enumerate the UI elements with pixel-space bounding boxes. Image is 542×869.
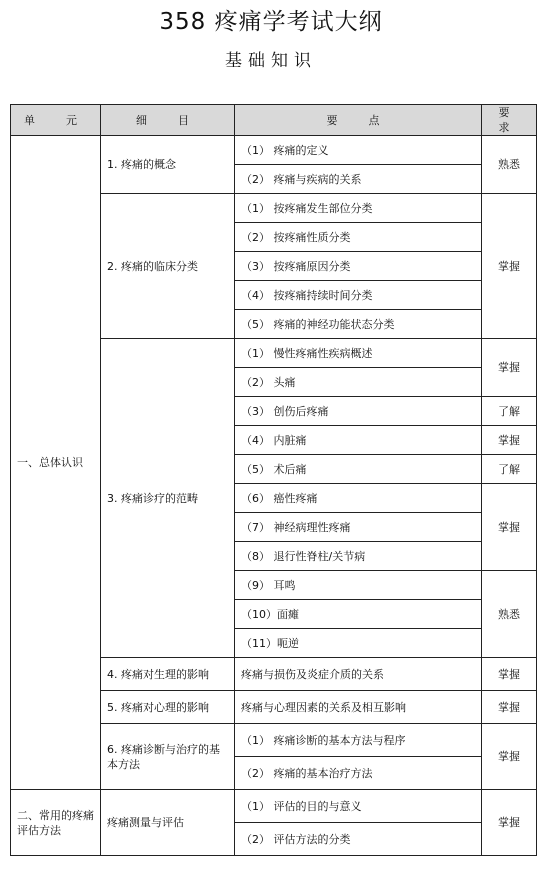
table-body	[11, 136, 537, 856]
point-cell: （2） 头痛	[235, 368, 482, 397]
unit-cell: 一、总体认识	[11, 136, 101, 790]
requirement-cell: 掌握	[482, 724, 537, 790]
point-cell: （4） 内脏痛	[235, 426, 482, 455]
header-item: 细 目	[101, 105, 235, 136]
point-cell: （3） 按疼痛原因分类	[235, 252, 482, 281]
requirement-cell: 掌握	[482, 339, 537, 397]
point-cell: （2） 疼痛的基本治疗方法	[235, 757, 482, 790]
item-cell: 5. 疼痛对心理的影响	[101, 691, 235, 724]
requirement-cell: 掌握	[482, 790, 537, 856]
item-cell: 4. 疼痛对生理的影响	[101, 658, 235, 691]
point-cell: （1） 疼痛诊断的基本方法与程序	[235, 724, 482, 757]
header-requirement: 要 求	[482, 105, 537, 136]
point-cell: （11）呃逆	[235, 629, 482, 658]
point-cell: 疼痛与损伤及炎症介质的关系	[235, 658, 482, 691]
item-cell: 疼痛测量与评估	[101, 790, 235, 856]
table-row	[11, 790, 537, 823]
requirement-cell: 掌握	[482, 194, 537, 339]
requirement-cell: 掌握	[482, 658, 537, 691]
item-cell: 3. 疼痛诊疗的范畴	[101, 339, 235, 658]
point-cell: （4） 按疼痛持续时间分类	[235, 281, 482, 310]
point-cell: （8） 退行性脊柱/关节病	[235, 542, 482, 571]
point-cell: 疼痛与心理因素的关系及相互影响	[235, 691, 482, 724]
point-cell: （1） 疼痛的定义	[235, 136, 482, 165]
syllabus-table	[10, 104, 541, 856]
requirement-cell: 熟悉	[482, 136, 537, 194]
requirement-cell: 掌握	[482, 691, 537, 724]
requirement-cell: 了解	[482, 455, 537, 484]
point-cell: （2） 疼痛与疾病的关系	[235, 165, 482, 194]
requirement-cell: 了解	[482, 397, 537, 426]
table-header-row	[11, 105, 537, 136]
item-cell: 6. 疼痛诊断与治疗的基本方法	[101, 724, 235, 790]
point-cell: （5） 疼痛的神经功能状态分类	[235, 310, 482, 339]
requirement-cell: 熟悉	[482, 571, 537, 658]
point-cell: （10）面瘫	[235, 600, 482, 629]
header-points: 要 点	[235, 105, 482, 136]
point-cell: （9） 耳鸣	[235, 571, 482, 600]
header-unit: 单 元	[11, 105, 101, 136]
point-cell: （1） 慢性疼痛性疾病概述	[235, 339, 482, 368]
unit-cell: 二、常用的疼痛评估方法	[11, 790, 101, 856]
page-title: 358 疼痛学考试大纲	[159, 9, 383, 35]
point-cell: （5） 术后痛	[235, 455, 482, 484]
point-cell: （1） 评估的目的与意义	[235, 790, 482, 823]
point-cell: （3） 创伤后疼痛	[235, 397, 482, 426]
point-cell: （1） 按疼痛发生部位分类	[235, 194, 482, 223]
requirement-cell: 掌握	[482, 426, 537, 455]
point-cell: （6） 癌性疼痛	[235, 484, 482, 513]
item-cell: 2. 疼痛的临床分类	[101, 194, 235, 339]
requirement-cell: 掌握	[482, 484, 537, 571]
item-cell: 1. 疼痛的概念	[101, 136, 235, 194]
point-cell: （2） 按疼痛性质分类	[235, 223, 482, 252]
table-row	[11, 136, 537, 165]
point-cell: （7） 神经病理性疼痛	[235, 513, 482, 542]
point-cell: （2） 评估方法的分类	[235, 823, 482, 856]
section-subtitle: 基础知识	[225, 51, 317, 71]
